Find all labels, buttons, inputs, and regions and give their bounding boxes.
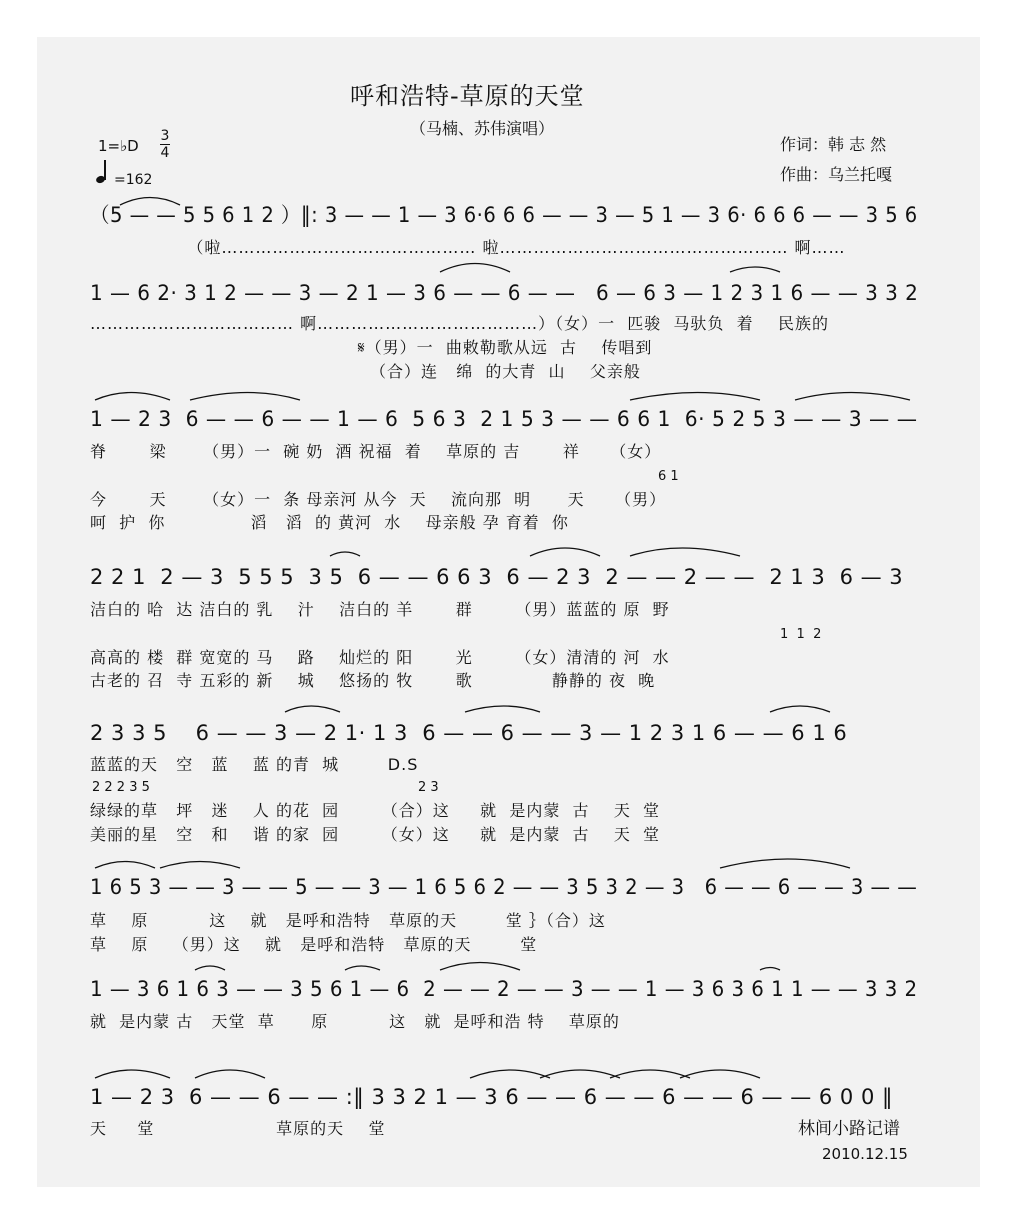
- lyric-line-5b: 绿绿的草 坪 迷 人 的花 园 （合）这 就 是内蒙 古 天 堂: [90, 801, 661, 820]
- slur: [160, 862, 240, 869]
- slur: [120, 198, 180, 206]
- slur: [190, 393, 300, 401]
- notation-line-5: 2 3 3 5 6 — — 3 — 2 1· 1 3 6 — — 6 — — 3 — 1 2 3 1 6 — — 6 1 6: [90, 721, 848, 745]
- variant-notes-3: 6 1: [658, 469, 679, 484]
- lyric-line-5a: 蓝蓝的天 空 蓝 蓝 的青 城 D.S: [90, 755, 419, 774]
- notation-line-1: （5 — — 5 5 6 1 2 ）‖: 3 — — 1 — 3 6·6 6 6 — — 3 — 5 1 — 3 6· 6 6 6 — — 3 5 6: [90, 203, 918, 227]
- slur: [760, 968, 780, 971]
- time-signature-bottom: 4: [160, 145, 170, 161]
- slur: [630, 393, 760, 401]
- lyric-line-2a: ……………………………… 啊…………………………………）（女）一 匹骏 马驮负 着 民族的: [90, 314, 829, 333]
- lyric-line-3c: 呵 护 你 滔 滔 的 黄河 水 母亲般 孕 育着 你: [90, 513, 569, 532]
- notation-line-7: 1 — 3 6 1 6 3 — — 3 5 6 1 — 6 2 — — 2 — — 3 — — 1 — 3 6 3 6 1 1 — — 3 3 2: [90, 977, 918, 1001]
- lyric-line-3b: 今 天 （女）一 条 母亲河 从今 天 流向那 明 天 （男）: [90, 490, 667, 509]
- slur: [530, 548, 600, 556]
- variant-notes-4: 1 1 2: [780, 627, 822, 642]
- composer-credit: 作曲：乌兰托嘎: [780, 165, 893, 184]
- slur: [440, 963, 520, 971]
- slur: [730, 267, 780, 272]
- notation-line-8: 1 — 2 3 6 — — 6 — — :‖ 3 3 2 1 — 3 6 — — 6 — — 6 — — 6 — — 6 0 0 ‖: [90, 1085, 893, 1109]
- notation-line-4: 2 2 1 2 — 3 5 5 5 3 5 6 — — 6 6 3 6 — 2 3 2 — — 2 — — 2 1 3 6 — 3: [90, 565, 904, 589]
- tempo-marking: =162: [114, 172, 153, 188]
- slur: [195, 1070, 265, 1078]
- transcriber-credit: 林间小路记谱: [798, 1119, 900, 1139]
- slur: [285, 706, 340, 712]
- notation-line-6: 1 6 5 3 — — 3 — — 5 — — 3 — 1 6 5 6 2 — — 3 5 3 2 — 3 6 — — 6 — — 3 — —: [90, 875, 918, 899]
- lyric-line-4a: 洁白的 哈 达 洁白的 乳 汁 洁白的 羊 群 （男）蓝蓝的 原 野: [90, 600, 670, 619]
- notation-line-2: 1 — 6 2· 3 1 2 — — 3 — 2 1 — 3 6 — — 6 — — 6 — 6 3 — 1 2 3 1 6 — — 3 3 2: [90, 281, 919, 305]
- variant-notes-5a: 2 2 2 3 5: [92, 780, 150, 795]
- lyric-line-3a: 脊 梁 （男）一 碗 奶 酒 祝福 着 草原的 吉 祥 （女）: [90, 442, 662, 461]
- slur: [540, 1070, 620, 1078]
- slur: [345, 966, 380, 970]
- slur: [720, 859, 850, 868]
- slur: [195, 966, 225, 970]
- song-title: 呼和浩特-草原的天堂: [350, 82, 585, 110]
- lyric-line-6a: 草 原 这 就 是呼和浩特 草原的天 堂 ｝（合）这: [90, 911, 606, 930]
- lyric-line-4c: 古老的 召 寺 五彩的 新 城 悠扬的 牧 歌 静静的 夜 晚: [90, 671, 656, 690]
- slur: [465, 706, 540, 712]
- key-signature: 1=♭D: [98, 137, 139, 155]
- slur: [440, 264, 510, 273]
- slur: [95, 1070, 170, 1078]
- slur: [95, 393, 170, 401]
- lyric-line-5c: 美丽的星 空 和 谐 的家 园 （女）这 就 是内蒙 古 天 堂: [90, 825, 661, 844]
- slur: [770, 706, 830, 712]
- slur: [610, 1070, 690, 1078]
- lyric-line-6b: 草 原 （男）这 就 是呼和浩特 草原的天 堂: [90, 935, 538, 954]
- slur: [795, 393, 910, 401]
- lyric-line-2c: （合）连 绵 的大青 山 父亲般: [90, 362, 641, 381]
- notation-line-3: 1 — 2 3 6 — — 6 — — 1 — 6 5 6 3 2 1 5 3 — — 6 6 1 6· 5 2 5 3 — — 3 — —: [90, 407, 918, 431]
- slur: [470, 1070, 550, 1078]
- lyric-line-7a: 就 是内蒙 古 天堂 草 原 这 就 是呼和浩 特 草原的: [90, 1012, 620, 1031]
- variant-notes-5b: 2 3: [418, 780, 439, 795]
- slur: [630, 548, 740, 556]
- slur: [95, 862, 155, 869]
- transcription-date: 2010.12.15: [822, 1145, 908, 1163]
- performers: （马楠、苏伟演唱）: [410, 119, 555, 138]
- slur: [680, 1070, 760, 1078]
- lyric-line-1a: （啦……………………………………… 啦…………………………………………… 啊……: [90, 238, 846, 257]
- lyric-line-4b: 高高的 楼 群 宽宽的 马 路 灿烂的 阳 光 （女）清清的 河 水: [90, 648, 670, 667]
- time-signature-top: 3: [160, 128, 170, 144]
- lyricist-credit: 作词：韩 志 然: [780, 135, 887, 154]
- slur: [330, 552, 360, 556]
- lyric-line-8a: 天 堂 草原的天 堂: [90, 1119, 386, 1138]
- lyric-line-2b: 𝄋（男）一 曲敕勒歌从远 古 传唱到: [90, 338, 653, 357]
